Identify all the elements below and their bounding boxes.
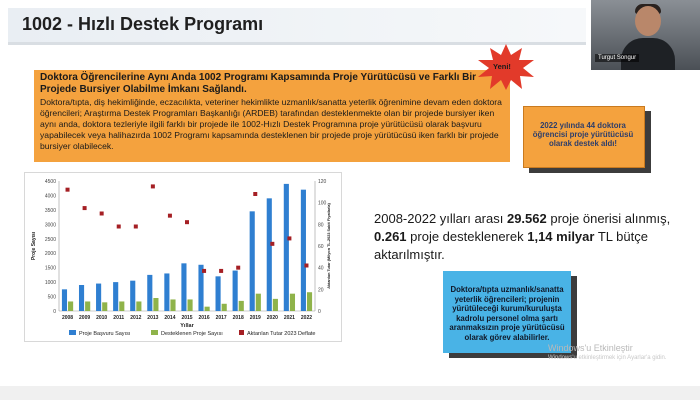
bar-supported bbox=[188, 299, 193, 311]
bar-supported bbox=[68, 301, 73, 311]
summary-suffix: TL bütçe aktarılmıştır. bbox=[374, 229, 648, 262]
bar-applications bbox=[267, 198, 272, 311]
bar-applications bbox=[113, 282, 118, 311]
marker-transferred bbox=[134, 225, 138, 229]
bar-supported bbox=[136, 301, 141, 311]
bar-supported bbox=[273, 299, 278, 311]
marker-transferred bbox=[66, 188, 70, 192]
bar-applications bbox=[130, 281, 135, 311]
marker-transferred bbox=[83, 206, 87, 210]
legend-swatch-supported bbox=[151, 330, 158, 335]
summary-mid2: proje desteklenerek bbox=[406, 229, 528, 244]
marker-transferred bbox=[270, 242, 274, 246]
activation-watermark-subtitle: Windows'u etkinleştirmek için Ayarlar'a gidin. bbox=[548, 355, 667, 361]
x-tick-label: 2013 bbox=[147, 315, 159, 321]
participant-name: Turgut Songur bbox=[595, 54, 639, 62]
y-tick-label: 2500 bbox=[44, 236, 56, 243]
y2-axis-label: Aktarılan Tutar (Milyon TL-2023 Sabit Fiyatlarla) bbox=[327, 203, 331, 289]
y2-tick-label: 60 bbox=[318, 244, 324, 250]
x-tick-label: 2017 bbox=[215, 315, 227, 321]
legend-swatch-applications bbox=[69, 330, 76, 335]
bar-supported bbox=[222, 304, 227, 311]
bar-supported bbox=[85, 301, 90, 311]
marker-transferred bbox=[236, 266, 240, 270]
x-tick-label: 2016 bbox=[198, 315, 210, 321]
y-tick-label: 500 bbox=[47, 294, 56, 301]
y-tick-label: 1000 bbox=[44, 280, 56, 287]
x-tick-label: 2020 bbox=[266, 315, 278, 321]
y-tick-label: 4500 bbox=[44, 179, 56, 185]
legend-label-transferred: Aktarılan Tutar 2023 Deflate bbox=[247, 331, 316, 337]
marker-transferred bbox=[287, 236, 291, 240]
y2-tick-label: 0 bbox=[318, 309, 321, 315]
y-tick-label: 1500 bbox=[44, 265, 56, 272]
marker-transferred bbox=[253, 192, 257, 196]
bar-supported bbox=[170, 299, 175, 311]
bar-supported bbox=[119, 301, 124, 311]
activation-watermark-title: Windows'u Etkinleştir bbox=[548, 343, 633, 353]
bar-applications bbox=[233, 271, 238, 311]
callout-text: 2022 yılında 44 doktora öğrencisi proje yürütücüsü olarak destek aldı! bbox=[532, 121, 634, 148]
legend-label-supported: Desteklenen Proje Sayısı bbox=[161, 331, 223, 337]
x-tick-label: 2014 bbox=[164, 315, 176, 321]
slide-title: 1002 - Hızlı Destek Programı bbox=[22, 14, 264, 34]
marker-transferred bbox=[185, 220, 189, 224]
marker-transferred bbox=[168, 214, 172, 218]
y2-tick-label: 100 bbox=[318, 200, 327, 207]
bar-applications bbox=[96, 284, 101, 311]
marker-transferred bbox=[304, 264, 308, 268]
legend-swatch-transferred bbox=[239, 330, 244, 335]
marker-transferred bbox=[100, 212, 104, 216]
y-axis-label: Proje Sayısı bbox=[31, 231, 37, 261]
bar-applications bbox=[181, 263, 186, 311]
marker-transferred bbox=[202, 269, 206, 273]
info-body: Doktora/tıpta, diş hekimliğinde, eczacılıkta, veteriner hekimlikte uzmanlık/sanatta yeterlik öğrenimine devam eden doktora öğrencileri; Araştırma Destek Programları Başkanlığı (ARDEB) tarafından desteklenmekte olan bir projede bursiyer iken aynı anda, doktora tezleriyle ilgili farklı bir projede ile 1002-Hızlı Destek Programına proje yürütücüsü olarak başvuru yapabilecek veya halihazırda 1002 Programı kapsamında desteklenen bir projede proje yürütücüsü iken farklı bir projede bursiyer olabilecek. bbox=[40, 97, 502, 151]
participant-face bbox=[635, 6, 661, 36]
summary-mid: proje önerisi alınmış, bbox=[546, 211, 671, 226]
bar-supported bbox=[307, 292, 312, 311]
marker-transferred bbox=[219, 269, 223, 273]
legend-label-applications: Proje Başvuru Sayısı bbox=[79, 331, 131, 337]
bar-supported bbox=[153, 298, 158, 311]
summary-supported: 0.261 bbox=[374, 229, 407, 244]
x-tick-label: 2010 bbox=[96, 315, 108, 321]
bottom-bar bbox=[0, 386, 700, 400]
bar-supported bbox=[102, 302, 107, 311]
x-tick-label: 2011 bbox=[113, 315, 125, 321]
y2-tick-label: 40 bbox=[318, 265, 324, 272]
bar-applications bbox=[147, 275, 152, 311]
y-tick-label: 3000 bbox=[44, 222, 56, 229]
summary-prefix: 2008-2022 yılları arası bbox=[374, 211, 507, 226]
y-tick-label: 0 bbox=[53, 309, 56, 315]
marker-transferred bbox=[117, 225, 121, 229]
bar-supported bbox=[239, 301, 244, 311]
x-tick-label: 2015 bbox=[181, 315, 193, 321]
x-tick-label: 2009 bbox=[79, 315, 91, 321]
summary-text bbox=[374, 210, 674, 264]
bar-applications bbox=[250, 211, 255, 311]
bar-applications bbox=[62, 289, 67, 311]
bar-supported bbox=[205, 307, 210, 311]
bar-supported bbox=[290, 294, 295, 311]
y-tick-label: 4000 bbox=[44, 193, 56, 200]
x-axis-label: Yıllar bbox=[180, 323, 194, 329]
marker-transferred bbox=[151, 184, 155, 188]
y2-tick-label: 120 bbox=[318, 179, 327, 185]
summary-budget: 1,14 milyar bbox=[527, 229, 595, 244]
y2-tick-label: 80 bbox=[318, 222, 324, 229]
y-tick-label: 2000 bbox=[44, 251, 56, 258]
bar-applications bbox=[79, 285, 84, 311]
bar-applications bbox=[284, 184, 289, 311]
note-text: Doktora/tıpta uzmanlık/sanatta yeterlik öğrencileri; projenin yürütüleceği kurum/kuruluşta kadrolu personel olma şartı aranmaksızın proje yürütücüsü olarak görev alabilirler. bbox=[449, 285, 565, 342]
bar-supported bbox=[256, 294, 261, 311]
x-tick-label: 2022 bbox=[300, 315, 313, 321]
bar-applications bbox=[301, 190, 306, 311]
bar-applications bbox=[216, 276, 221, 311]
x-tick-label: 2021 bbox=[283, 315, 295, 321]
summary-proposals: 29.562 bbox=[506, 211, 547, 226]
new-badge-label: Yeni! bbox=[493, 62, 511, 71]
y2-tick-label: 20 bbox=[318, 287, 324, 294]
support-chart bbox=[24, 172, 342, 342]
y-tick-label: 3500 bbox=[44, 207, 56, 214]
x-tick-label: 2012 bbox=[130, 315, 142, 321]
participant-video-tile[interactable] bbox=[591, 0, 700, 70]
x-tick-label: 2018 bbox=[232, 315, 244, 321]
x-tick-label: 2019 bbox=[249, 315, 261, 321]
bar-applications bbox=[164, 273, 169, 311]
x-tick-label: 2008 bbox=[61, 315, 74, 321]
info-heading: Doktora Öğrencilerine Aynı Anda 1002 Programı Kapsamında Proje Yürütücüsü ve Farklı Bir Projede Bursiyer Olabilme İmkanı Sağlandı. bbox=[40, 72, 477, 95]
